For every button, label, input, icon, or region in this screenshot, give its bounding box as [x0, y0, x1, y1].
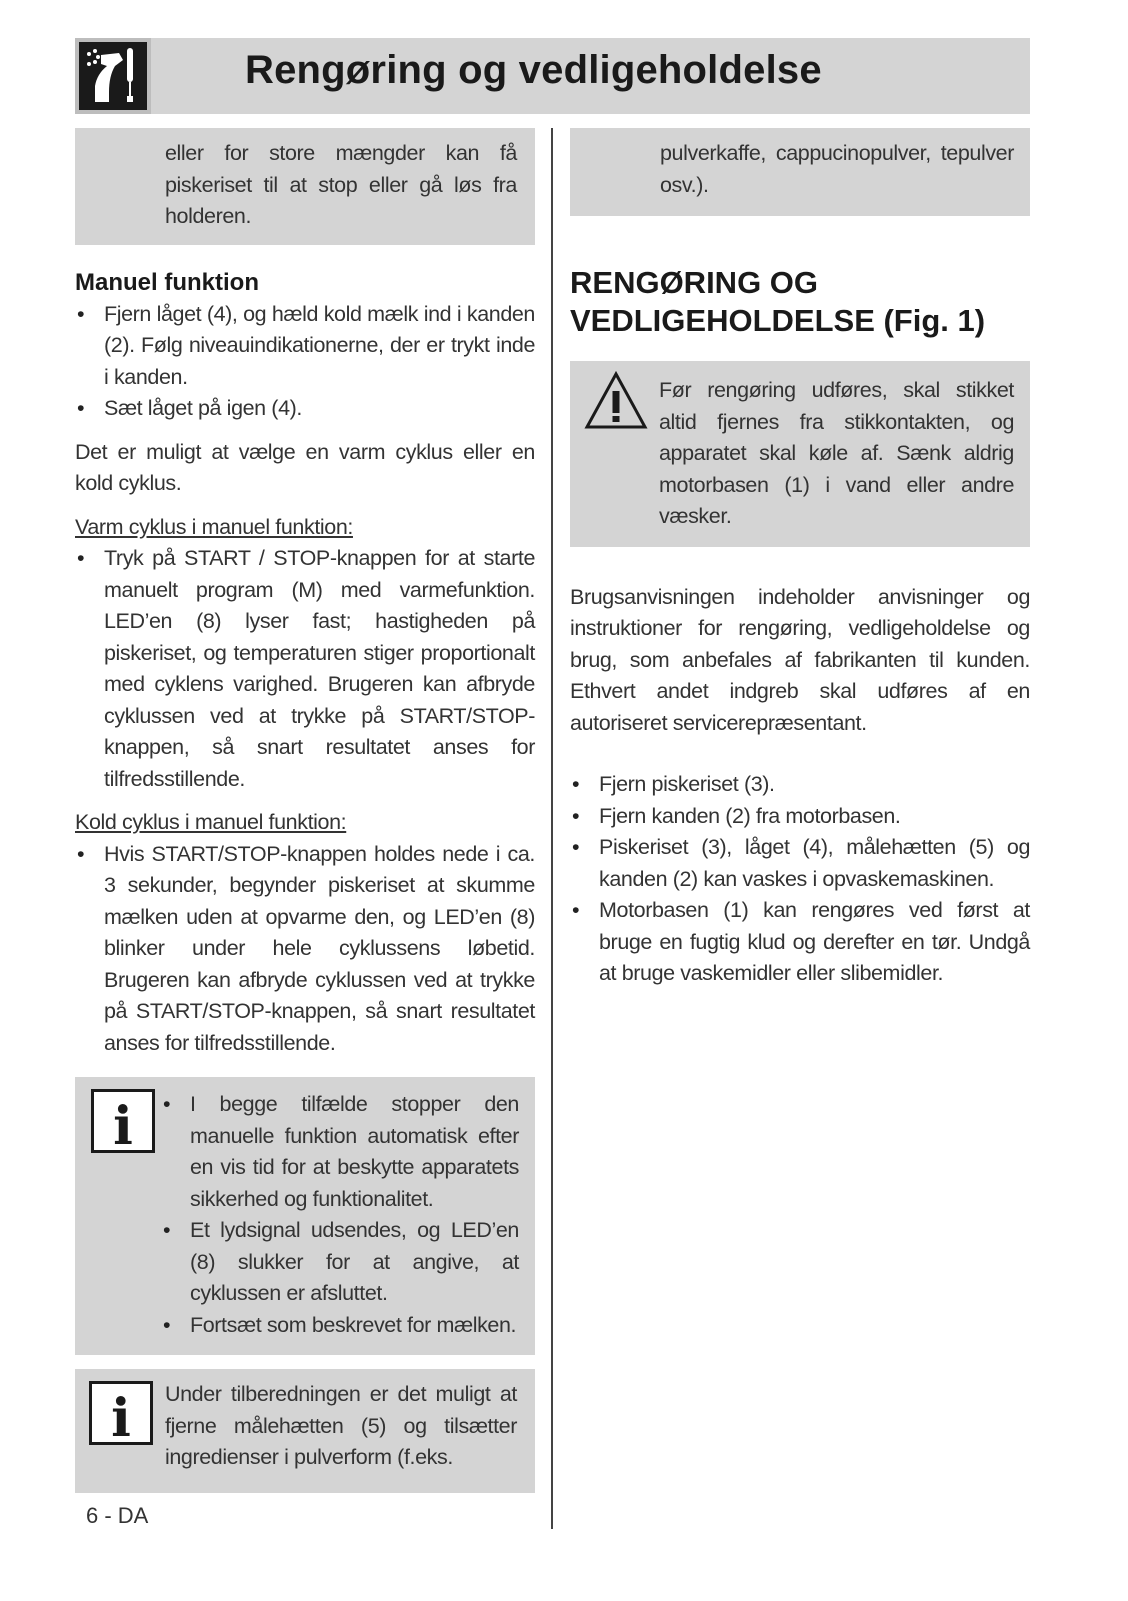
list-item: • Fjern piskeriset (3).: [570, 769, 1030, 801]
right-column: [570, 128, 1030, 1529]
cleaning-icon: [75, 38, 151, 114]
warning-icon: [584, 371, 648, 431]
svg-text:i: i: [111, 1388, 131, 1445]
continued-note-box: [75, 128, 535, 245]
list-item: • Fortsæt som beskrevet for mælken.: [161, 1310, 519, 1342]
info-note-text: Under tilberedningen er det muligt at fjerne målehætten (5) og tilsætter ingredienser i pulverform (f.eks.: [165, 1382, 517, 1469]
list-item: • Et lydsignal udsendes, og LED’en (8) slukker for at angive, at cyklussen er afsluttet.: [161, 1215, 519, 1310]
intro-text: Brugsanvisningen indeholder anvisninger og instruktioner for rengøring, vedligeholdelse og brug, som anbefales af fabrikanten til kunden. Ethvert andet indgreb skal udføres af en autoriseret servicerepræsentant.: [570, 584, 1030, 735]
continued-note-text: pulverkaffe, cappucinopulver, tepulver osv.).: [660, 141, 1014, 197]
list-item: • I begge tilfælde stopper den manuelle funktion automatisk efter en vis tid for at beskytte apparatets sikkerhed og funktionalitet.: [161, 1089, 519, 1215]
cycle-text: Det er muligt at vælge en varm cyklus eller en kold cyklus.: [75, 439, 535, 495]
left-column: [75, 128, 535, 1529]
manual-heading: Manuel funktion: [75, 268, 259, 296]
cold-cycle-heading: Kold cyklus i manuel funktion:: [75, 810, 347, 834]
list-item: • Fjern kanden (2) fra motorbasen.: [570, 801, 1030, 833]
list-item: • Hvis START/STOP-knappen holdes nede i ca. 3 sekunder, begynder piskeriset at skumme mælken uden at opvarme den, og LED’en (8) blinker under hele cyklussens løbetid. Brugeren kan afbryde cyklussen ved at trykke på START/STOP-knappen, så snart resultatet anses for tilfredsstillende.: [75, 839, 535, 1060]
list-item: • Fjern låget (4), og hæld kold mælk ind i kanden (2). Følg niveauindikationerne, der er trykt inde i kanden.: [75, 299, 535, 394]
info-box-1: [75, 1077, 535, 1355]
continued-note-box-right: [570, 128, 1030, 216]
page-columns: [75, 128, 1030, 1569]
page-number: 6 - DA: [86, 1503, 149, 1528]
list-item: • Motorbasen (1) kan rengøres ved først at bruge en fugtig klud og derefter en tør. Undgå at bruge vaskemidler eller slibemidler.: [570, 895, 1030, 990]
info-icon: [89, 1381, 153, 1445]
info-box-2: [75, 1369, 535, 1493]
cleaning-instructions: [570, 582, 1030, 990]
page-title: Rengøring og vedligeholdelse: [245, 48, 822, 92]
info-icon: [91, 1089, 155, 1153]
warm-cycle-heading: Varm cyklus i manuel funktion:: [75, 514, 353, 539]
column-divider: [551, 128, 553, 1529]
list-item: • Piskeriset (3), låget (4), målehætten (5) og kanden (2) kan vaskes i opvaskemaskinen.: [570, 832, 1030, 895]
section-heading-line: VEDLIGEHOLDELSE (Fig. 1): [570, 303, 986, 338]
list-item: • Sæt låget på igen (4).: [75, 393, 535, 425]
warning-text: Før rengøring udføres, skal stikket altid fjernes fra stikkontakten, og apparatet skal køle af. Sænk aldrig motorbasen (1) i vand eller andre væsker.: [659, 378, 1014, 528]
list-item: • Tryk på START / STOP-knappen for at starte manuelt program (M) med varmefunktion. LED’en (8) lyser fast; hastigheden på piskeriset, og temperaturen stiger proportionalt med cyklens varighed. Brugeren kan afbryde cyklussen ved at trykke på START/STOP-knappen, så snart resultatet anses for tilfredsstillende.: [75, 543, 535, 795]
continued-note-text: eller for store mængder kan få piskeriset til at stop eller gå løs fra holderen.: [165, 141, 517, 228]
cleaning-heading: [570, 264, 1030, 340]
section-heading-line: RENGØRING OG: [570, 265, 819, 300]
manual-section: [75, 269, 535, 1060]
svg-text:i: i: [113, 1096, 133, 1153]
warning-box: [570, 361, 1030, 547]
